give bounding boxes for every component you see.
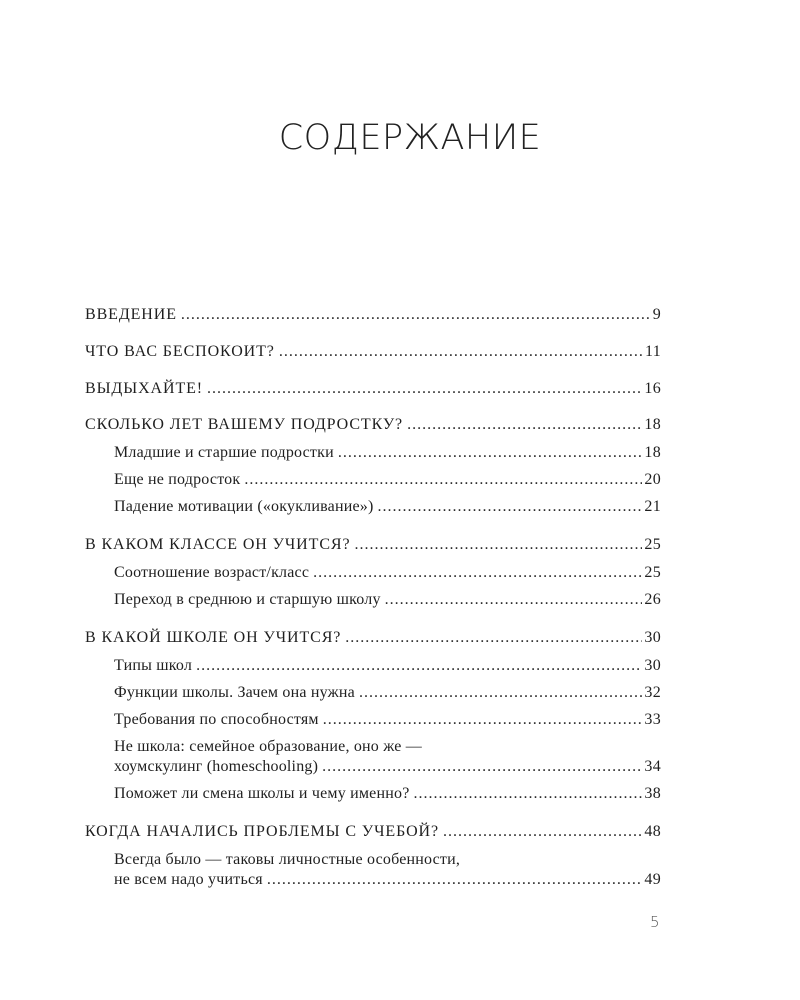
page-number: 5 bbox=[650, 913, 660, 931]
toc-entry-school-types[interactable] bbox=[85, 657, 661, 675]
toc-entry-change-school[interactable] bbox=[85, 785, 661, 803]
toc-entry-page: 9 bbox=[652, 306, 661, 323]
dot-leader bbox=[196, 657, 642, 675]
toc-entry-school-functions[interactable] bbox=[85, 684, 661, 702]
dot-leader bbox=[207, 380, 642, 398]
toc-entry-which-school[interactable] bbox=[85, 629, 661, 647]
toc-entry-title: Функции школы. Зачем она нужна bbox=[114, 684, 355, 701]
toc-entry-title-continued: не всем надо учиться bbox=[114, 871, 263, 888]
dot-leader bbox=[414, 785, 643, 803]
toc-entry-page: 32 bbox=[644, 684, 661, 701]
toc-entry-title: Младшие и старшие подростки bbox=[114, 444, 334, 461]
toc-entry-always-been[interactable] bbox=[85, 851, 661, 889]
toc-entry-title: ВВЕДЕНИЕ bbox=[85, 306, 177, 323]
toc-entry-what-worries[interactable] bbox=[85, 343, 661, 361]
toc-entry-title: ВЫДЫХАЙТЕ! bbox=[85, 380, 204, 397]
toc-entry-ability-requirements[interactable] bbox=[85, 711, 661, 729]
dot-leader bbox=[378, 498, 643, 516]
toc-entry-title: СКОЛЬКО ЛЕТ ВАШЕМУ ПОДРОСТКУ? bbox=[85, 416, 404, 433]
dot-leader bbox=[313, 564, 642, 582]
dot-leader bbox=[181, 306, 651, 324]
toc-entry-page: 49 bbox=[644, 871, 661, 888]
toc-entry-page: 18 bbox=[644, 416, 661, 433]
dot-leader bbox=[279, 343, 643, 361]
toc-entry-not-yet-teen[interactable] bbox=[85, 471, 661, 489]
toc-entry-age-grade-ratio[interactable] bbox=[85, 564, 661, 582]
toc-entry-exhale[interactable] bbox=[85, 380, 661, 398]
toc-entry-teen-age[interactable] bbox=[85, 416, 661, 434]
toc-entry-title: Всегда было — таковы личностные особенности, bbox=[114, 851, 461, 868]
toc-entry-page: 30 bbox=[644, 629, 661, 646]
toc-entry-page: 20 bbox=[644, 471, 661, 488]
toc-entry-title: Поможет ли смена школы и чему именно? bbox=[114, 785, 410, 802]
toc-entry-page: 18 bbox=[644, 444, 661, 461]
toc-entry-title: В КАКОЙ ШКОЛЕ ОН УЧИТСЯ? bbox=[85, 629, 342, 646]
dot-leader bbox=[443, 823, 642, 841]
dot-leader bbox=[244, 471, 642, 489]
toc-entry-school-transition[interactable] bbox=[85, 591, 661, 609]
toc-entry-title: ЧТО ВАС БЕСПОКОИТ? bbox=[85, 343, 275, 360]
toc-entry-younger-older[interactable] bbox=[85, 444, 661, 462]
toc-entry-which-grade[interactable] bbox=[85, 536, 661, 554]
toc-entry-multiline bbox=[114, 851, 661, 889]
toc-entry-when-problems-began[interactable] bbox=[85, 823, 661, 841]
toc-entry-page: 26 bbox=[644, 591, 661, 608]
toc-entry-motivation-drop[interactable] bbox=[85, 498, 661, 516]
toc-entry-page: 25 bbox=[644, 536, 661, 553]
toc-entry-page: 33 bbox=[644, 711, 661, 728]
toc-entry-line-2 bbox=[114, 758, 661, 776]
toc-entry-page: 11 bbox=[644, 343, 661, 360]
toc-entry-title: Переход в среднюю и старшую школу bbox=[114, 591, 381, 608]
dot-leader bbox=[338, 444, 643, 462]
toc-entry-title: Не школа: семейное образование, оно же — bbox=[114, 738, 422, 755]
toc-entry-title: Еще не подросток bbox=[114, 471, 241, 488]
toc-entry-line-2 bbox=[114, 871, 661, 889]
dot-leader bbox=[385, 591, 643, 609]
toc-entry-title: В КАКОМ КЛАССЕ ОН УЧИТСЯ? bbox=[85, 536, 351, 553]
toc-entry-page: 34 bbox=[644, 758, 661, 775]
toc-entry-homeschooling[interactable] bbox=[85, 738, 661, 776]
toc-entry-title-continued: хоумскулинг (homeschooling) bbox=[114, 758, 319, 775]
toc-entry-title: Требования по способностям bbox=[114, 711, 319, 728]
toc-entry-title: Падение мотивации («окукливание») bbox=[114, 498, 374, 515]
toc-entry-page: 16 bbox=[644, 380, 661, 397]
toc-entry-page: 25 bbox=[644, 564, 661, 581]
toc-entry-title: Соотношение возраст/класс bbox=[114, 564, 310, 581]
dot-leader bbox=[354, 536, 642, 554]
dot-leader bbox=[322, 758, 642, 776]
dot-leader bbox=[323, 711, 643, 729]
page-title: СОДЕРЖАНИЕ bbox=[278, 118, 542, 158]
table-of-contents bbox=[85, 306, 661, 889]
dot-leader bbox=[407, 416, 642, 434]
toc-entry-page: 21 bbox=[644, 498, 661, 515]
toc-entry-page: 30 bbox=[644, 657, 661, 674]
toc-entry-multiline bbox=[114, 738, 661, 776]
dot-leader bbox=[345, 629, 642, 647]
toc-entry-introduction[interactable] bbox=[85, 306, 661, 324]
dot-leader bbox=[267, 871, 643, 889]
toc-entry-title: КОГДА НАЧАЛИСЬ ПРОБЛЕМЫ С УЧЕБОЙ? bbox=[85, 823, 439, 840]
toc-entry-title: Типы школ bbox=[114, 657, 193, 674]
toc-entry-page: 38 bbox=[644, 785, 661, 802]
dot-leader bbox=[359, 684, 642, 702]
toc-entry-page: 48 bbox=[644, 823, 661, 840]
